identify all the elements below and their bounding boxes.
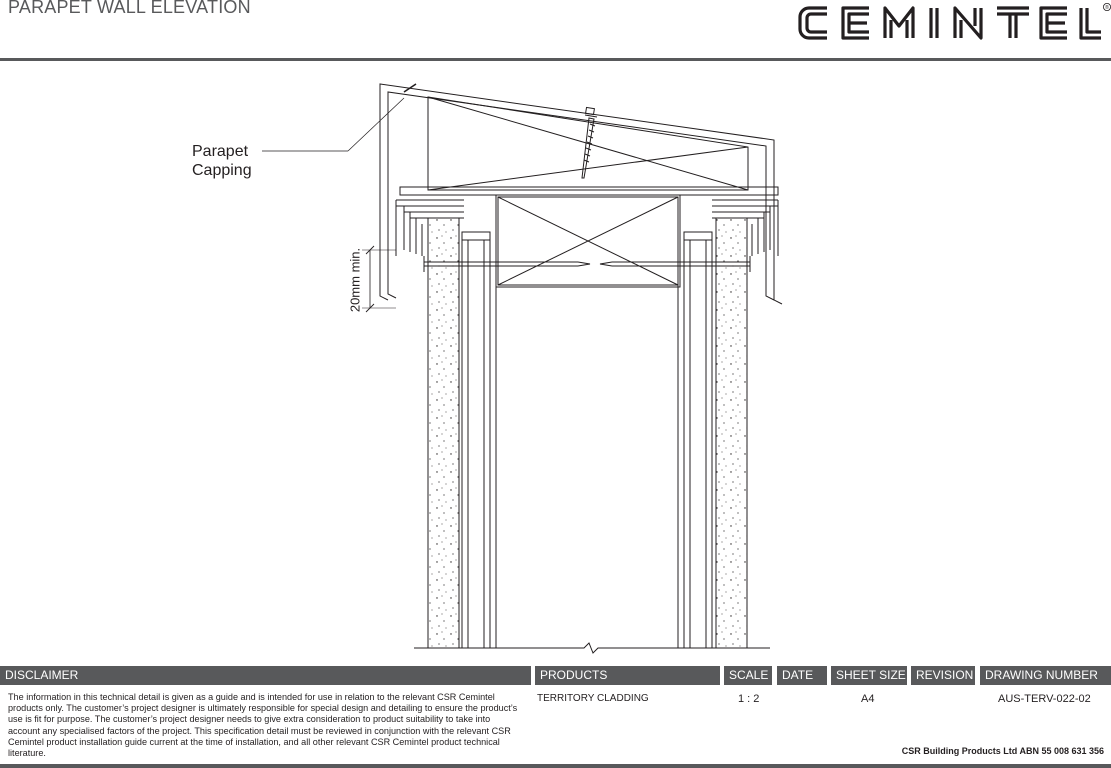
right-stud bbox=[684, 232, 712, 648]
cemintel-logo bbox=[795, 0, 1111, 46]
parapet-capping-label bbox=[192, 142, 252, 180]
products-header: PRODUCTS bbox=[535, 666, 720, 685]
sheet-size-header: SHEET SIZE bbox=[831, 666, 907, 685]
scale-header: SCALE bbox=[724, 666, 772, 685]
left-stud bbox=[462, 232, 490, 648]
left-cladding-panel bbox=[428, 218, 459, 648]
date-header: DATE bbox=[777, 666, 827, 685]
dimension-label: 20mm min. bbox=[347, 247, 363, 313]
header-divider bbox=[0, 58, 1111, 61]
revision-header: REVISION bbox=[911, 666, 975, 685]
capping-packer bbox=[400, 187, 778, 195]
sheet-size-value: A4 bbox=[861, 693, 875, 705]
disclaimer-text: The information in this technical detail is given as a guide and is intended for use in relation to the relevant CSR Cemintel products only. The customer’s project designer is ultimately responsible for special design and detailing to ensure the product’s use is fit for purpose. The customer’s project designer needs to give extra consideration to product suitability to take into account any specialised factors of the project. This specification detail must be reviewed in conjunction with the relevant CSR Cemintel product installation guide current at the time of installation, and all other relevant CSR Cemintel product technical literature. bbox=[8, 692, 518, 759]
parapet-section-drawing bbox=[0, 62, 1111, 662]
registered-mark: ® bbox=[1105, 5, 1109, 11]
right-cladding-panel bbox=[716, 218, 747, 648]
page-title: PARAPET WALL ELEVATION bbox=[8, 0, 251, 17]
capping-label-line2: Capping bbox=[192, 162, 252, 179]
products-value: TERRITORY CLADDING bbox=[537, 693, 649, 704]
drawing-number-value: AUS-TERV-022-02 bbox=[998, 693, 1091, 705]
scale-value: 1 : 2 bbox=[738, 693, 760, 705]
drawing-number-header: DRAWING NUMBER bbox=[980, 666, 1111, 685]
disclaimer-header: DISCLAIMER bbox=[0, 666, 531, 685]
footer-divider bbox=[0, 764, 1111, 768]
company-abn: CSR Building Products Ltd ABN 55 008 631 356 bbox=[901, 746, 1104, 756]
capping-label-line1: Parapet bbox=[192, 143, 249, 160]
